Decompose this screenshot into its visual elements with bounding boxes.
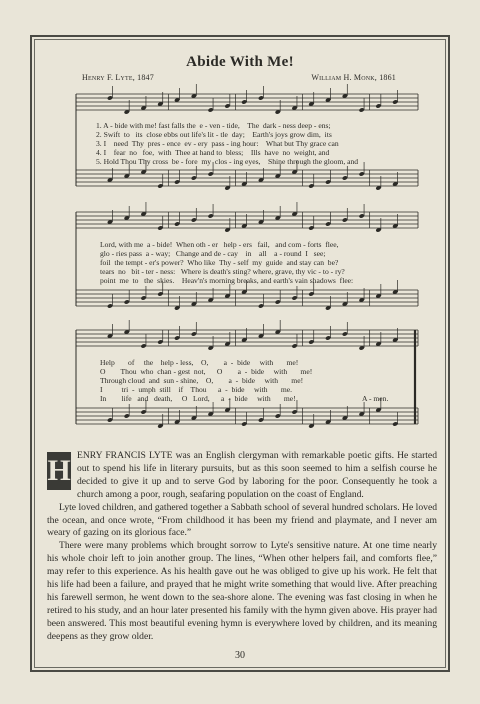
lyric-line: Lord, with me a - bide! When oth - er help - ers fail, and com - forts flee, [100, 240, 339, 249]
lyric-line: I tri - umph still if Thou a - bide with me. [100, 385, 293, 394]
lyric-line: glo - ries pass a - way; Change and de - cay in all a - round I see; [100, 249, 326, 258]
lyric-line: O Thou who chan - gest not, O a - bide with me! [100, 367, 313, 376]
lyric-line: Help of the help - less, O, a - bide with me! [100, 358, 299, 367]
story-paragraph: ENRY FRANCIS LYTE was an English clergyman with remarkable poetic gifts. He started out to spend his life in literary pursuits, but as this soon seemed to him a selfish course he decided to give it up and to serve God by laboring for the poor. Consequently he took a church among a poor, rough, seafaring population on the coast of England. [77, 450, 437, 500]
story-paragraph: Lyte loved children, and gathered together a Sabbath school of several hundred scholars. He loved the ocean, and once wrote, “From childhood it has been my friend and playmate, and I never am weary of gazing on its glorious face.” [47, 501, 437, 539]
composer-credit: William H. Monk, 1861 [311, 73, 396, 82]
lyric-line: tears no bit - ter - ness: Where is death's sting? where, grave, thy vic - to - ry? [100, 267, 345, 276]
lyric-line: Through cloud and sun - shine, O, a - bide with me! [100, 376, 304, 385]
lyric-line: foil the tempt - er's power? Who like Thy - self my guide and stay can be? [100, 258, 339, 267]
lyric-line: In life and death, O Lord, a - bide with me! [100, 394, 296, 403]
hymn-story [47, 450, 437, 644]
page-number: 30 [235, 650, 245, 661]
story-paragraph: There were many problems which brought sorrow to Lyte's sensitive nature. At one time nearly his whole choir left to join another group. The lines, “When other helpers fail, and comforts flee,” may refer to this experience. As his health gave out he was obliged to give up his work. He felt that his life had been a failure, and prayed that he might write something that would live. After preaching his farewell sermon, he went down to the sea-shore alone. The evening was fast closing in when he retired to his study, and an hour later presented his family with the hymn given above. His prayer had been answered. This most beautiful evening hymn is everywhere loved by children, and its meaning deepens as they grow older. [47, 540, 437, 642]
lyric-line: 4. I fear no foe, with Thee at hand to bless; Ills have no weight, and [96, 148, 330, 157]
amen-label: A - men. [362, 394, 389, 403]
lyric-line: 3. I need Thy pres - ence ev - ery pass - ing hour: What but Thy grace can [96, 139, 339, 148]
lyric-line: 2. Swift to its close ebbs out life's lit - tle day; Earth's joys grow dim, its [96, 130, 332, 139]
lyric-line: point me to the skies. Heav'n's morning breaks, and earth's vain shadows flee: [100, 276, 354, 285]
lyric-line: 1. A - bide with me! fast falls the e - ven - tide, The dark - ness deep - ens; [96, 121, 331, 130]
decorative-initial: H [47, 452, 71, 490]
hymn-title: Abide With Me! [186, 54, 294, 70]
lyricist-credit: Henry F. Lyte, 1847 [82, 73, 154, 82]
lyric-line: 5. Hold Thou Thy cross be - fore my clos - ing eyes, Shine through the gloom, and [96, 157, 359, 166]
